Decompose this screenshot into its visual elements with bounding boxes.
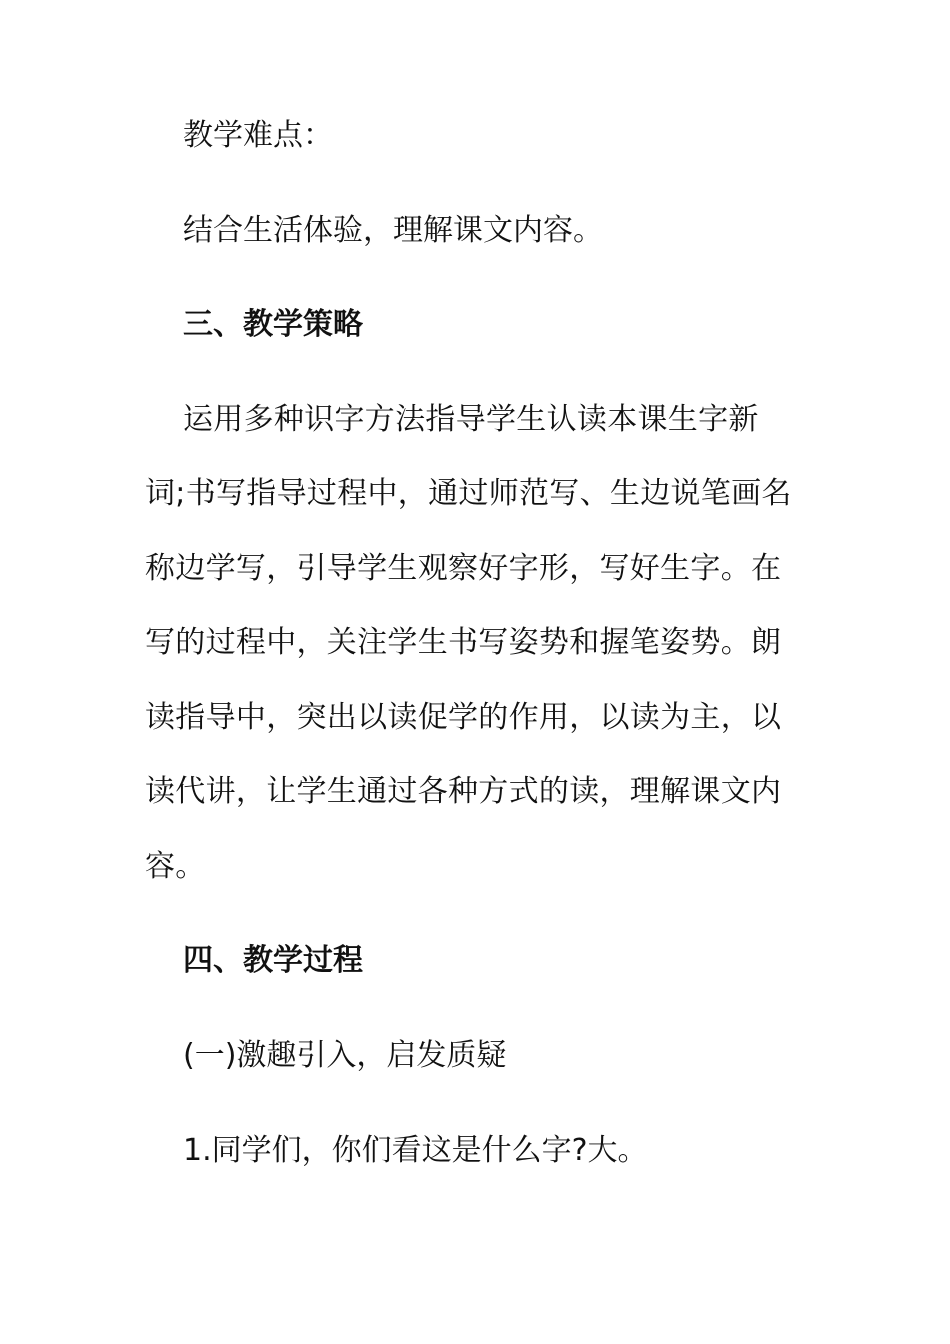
- list-item: 1.同学们，你们看这是什么字?大。: [183, 1133, 648, 1168]
- strategy-paragraph-line: 写的过程中，关注学生书写姿势和握笔姿势。朗: [145, 625, 782, 660]
- strategy-paragraph-line: 读代讲，让学生通过各种方式的读，理解课文内: [145, 774, 782, 809]
- subsection-heading: (一)激趣引入，启发质疑: [183, 1038, 507, 1073]
- section-heading-strategy: 三、教学策略: [183, 307, 363, 342]
- difficulty-text: 结合生活体验，理解课文内容。: [183, 213, 603, 248]
- strategy-paragraph-line: 容。: [145, 849, 206, 884]
- difficulty-label: 教学难点：: [183, 118, 333, 153]
- strategy-paragraph-line: 词;书写指导过程中，通过师范写、生边说笔画名: [145, 476, 792, 511]
- section-heading-process: 四、教学过程: [183, 943, 363, 978]
- strategy-paragraph-line: 称边学写，引导学生观察好字形，写好生字。在: [145, 551, 782, 586]
- strategy-paragraph-line: 运用多种识字方法指导学生认读本课生字新: [183, 402, 759, 437]
- strategy-paragraph-line: 读指导中，突出以读促学的作用，以读为主，以: [145, 700, 782, 735]
